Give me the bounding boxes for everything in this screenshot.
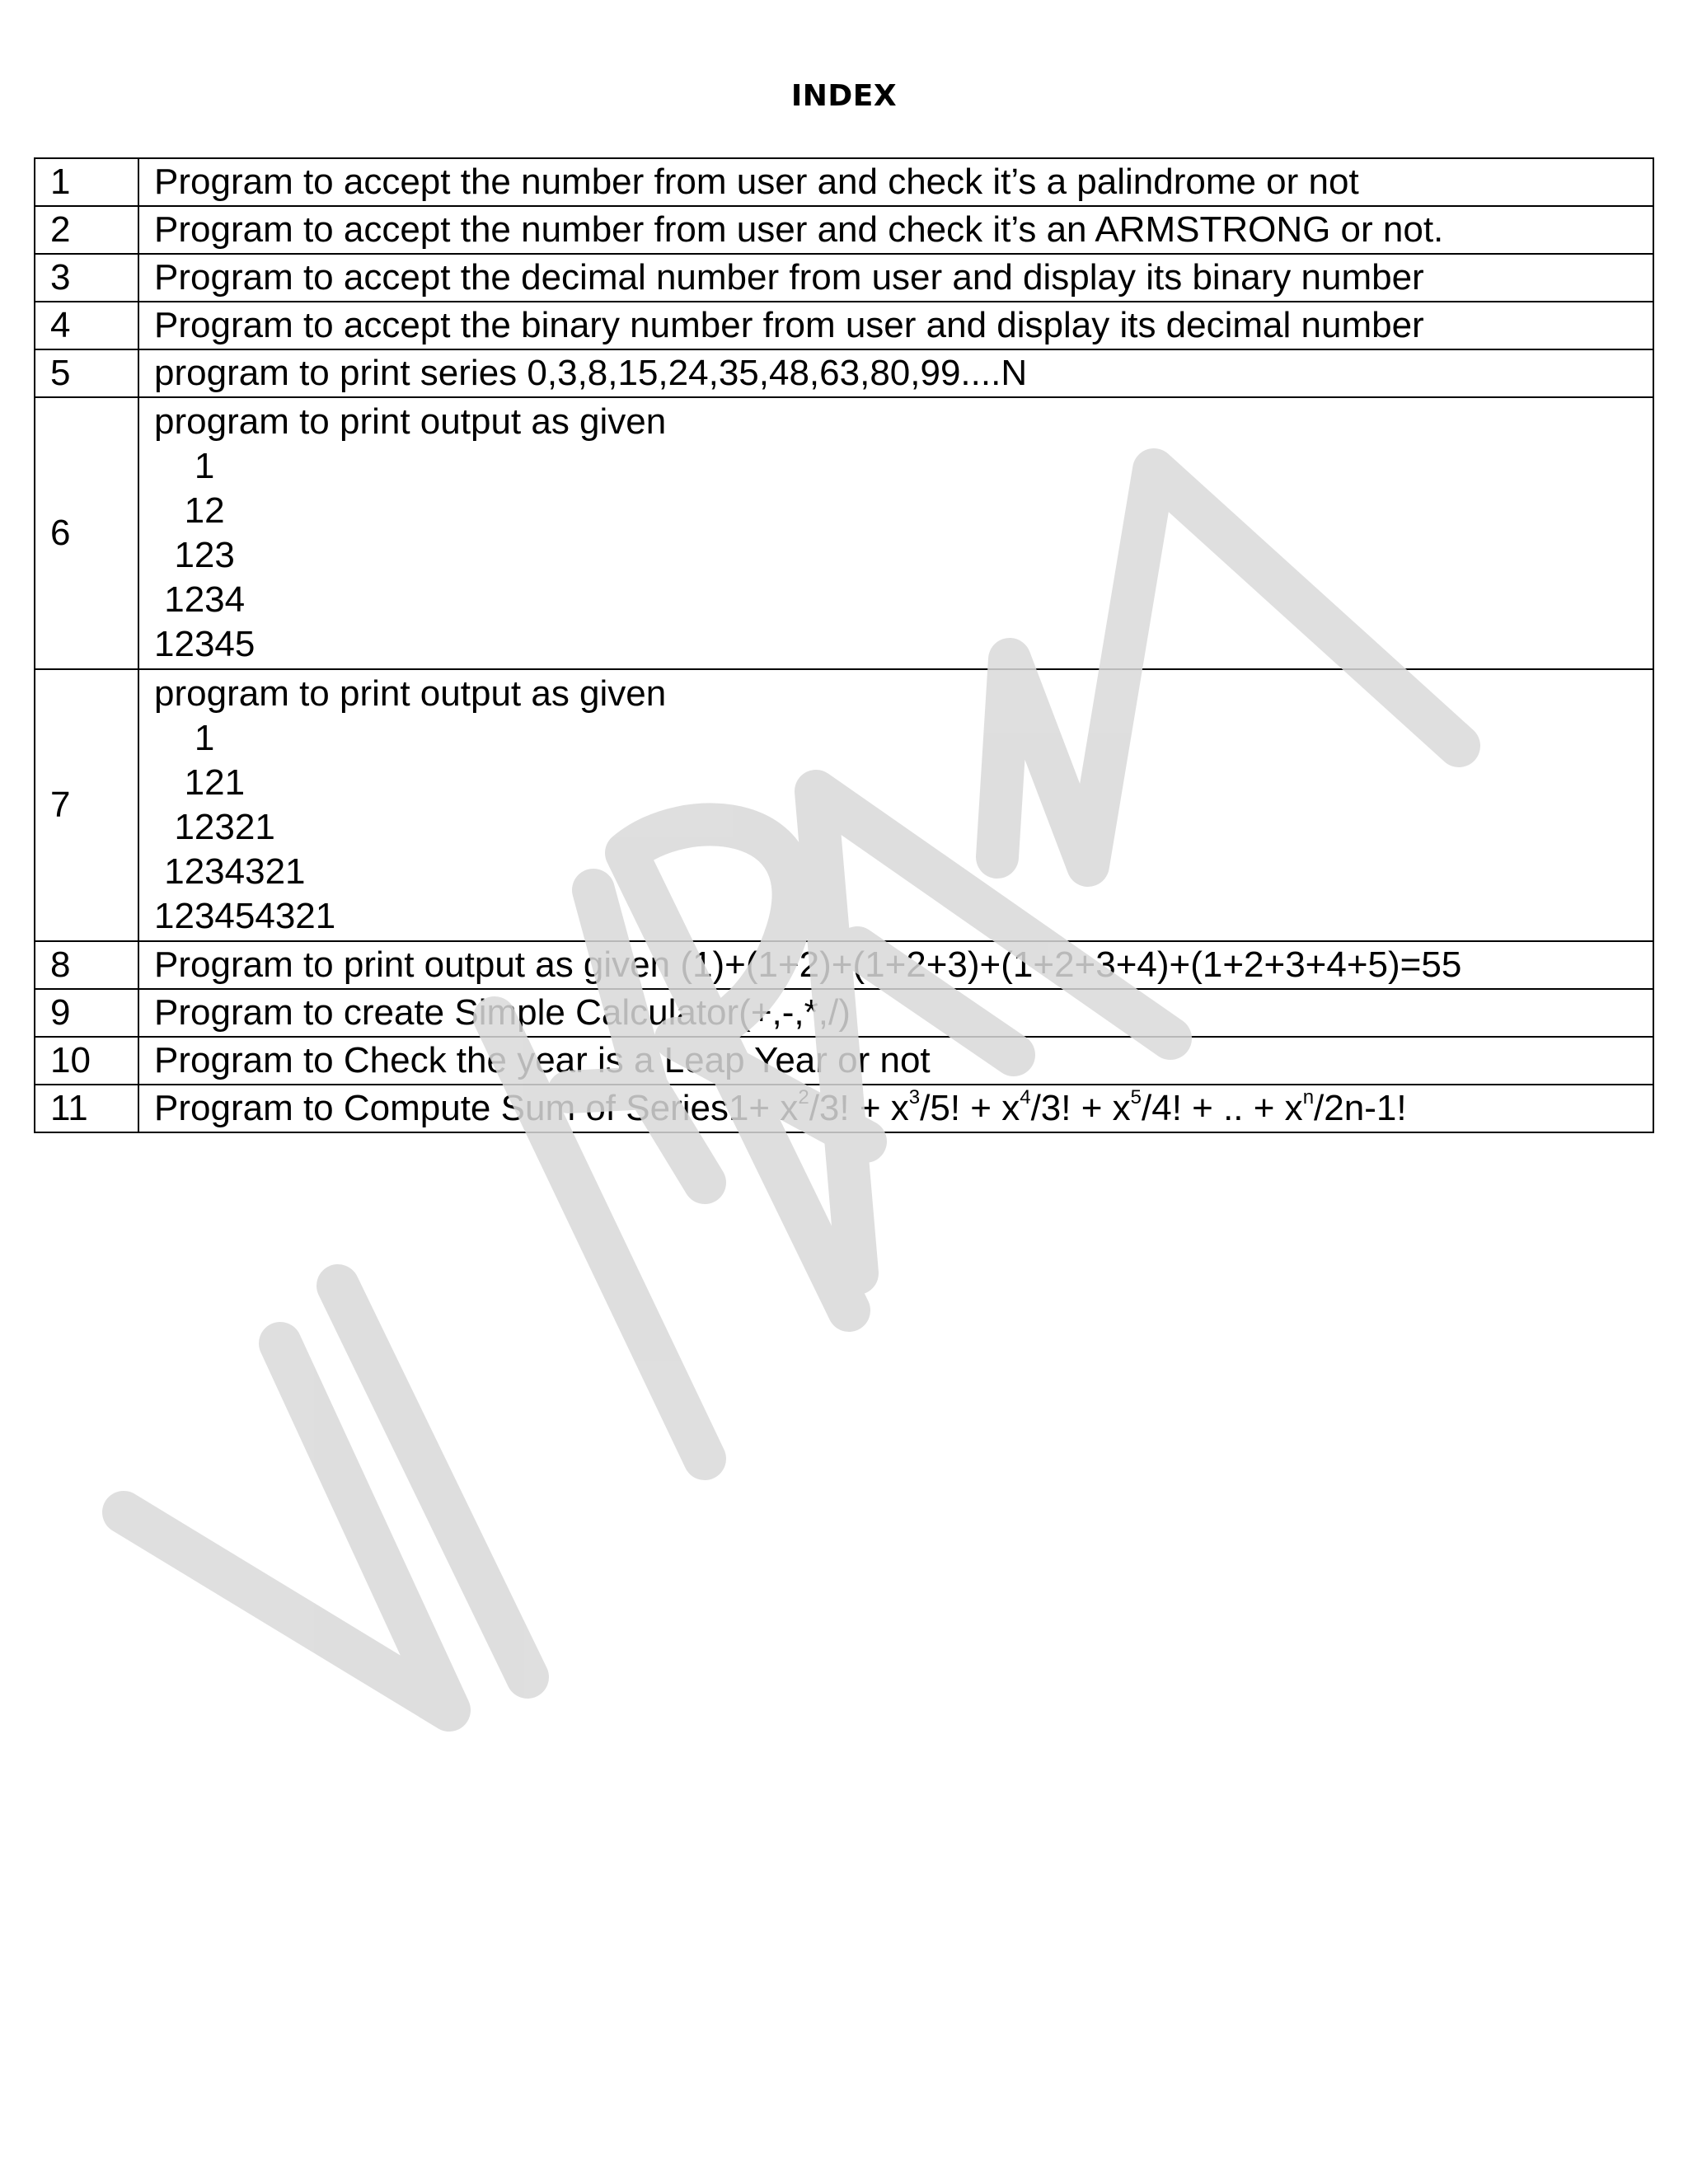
table-row [35, 158, 1653, 206]
superscript: 3 [908, 1086, 921, 1109]
pattern-line: 12345 [154, 624, 256, 664]
row-number: 2 [35, 206, 138, 254]
row-number: 6 [35, 397, 138, 669]
table-row [35, 1085, 1653, 1132]
row-number: 7 [35, 669, 138, 941]
row-number: 1 [35, 158, 138, 206]
watermark-stroke [338, 1286, 528, 1677]
pattern-line: 1 [154, 718, 215, 758]
superscript: 5 [1130, 1086, 1142, 1109]
pattern-line: 1 [154, 446, 215, 486]
row-description [138, 669, 1653, 941]
table-row [35, 397, 1653, 669]
page-title: INDEX [790, 79, 898, 113]
table-row [35, 669, 1653, 941]
row-number: 3 [35, 254, 138, 302]
row-number: 11 [35, 1085, 138, 1132]
table-row [35, 302, 1653, 349]
pattern-line: 1234 [154, 579, 246, 620]
row-number: 9 [35, 989, 138, 1037]
row-number: 4 [35, 302, 138, 349]
row-description: Program to create Simple Calculator(+,-,*,/) [138, 989, 1653, 1037]
series-text: Program to Compute Sum of Series1+ x [154, 1088, 799, 1128]
row-description: Program to Check the year is a Leap Year or not [138, 1037, 1653, 1085]
row-description [138, 1085, 1653, 1132]
series-text: /3! + x [809, 1088, 909, 1128]
pattern-heading: program to print output as given [154, 401, 667, 442]
superscript: 4 [1020, 1086, 1031, 1109]
watermark-stroke [124, 1343, 449, 1710]
series-text: /5! + x [920, 1088, 1020, 1128]
table-row [35, 1037, 1653, 1085]
row-number: 5 [35, 349, 138, 397]
row-number: 8 [35, 941, 138, 989]
table-row [35, 941, 1653, 989]
superscript: 2 [798, 1086, 809, 1109]
row-description [138, 397, 1653, 669]
table-row [35, 349, 1653, 397]
table-row [35, 254, 1653, 302]
row-description: program to print series 0,3,8,15,24,35,48,63,80,99....N [138, 349, 1653, 397]
index-table [34, 157, 1654, 1133]
table-row [35, 206, 1653, 254]
table-row [35, 989, 1653, 1037]
series-text: /4! + .. + x [1142, 1088, 1303, 1128]
series-text: /2n-1! [1314, 1088, 1407, 1128]
superscript: n [1302, 1086, 1315, 1109]
pattern-line: 123454321 [154, 896, 336, 936]
pattern-line: 12 [154, 490, 225, 531]
series-text: /3! + x [1030, 1088, 1131, 1128]
pattern-line: 12321 [154, 807, 275, 847]
pattern-heading: program to print output as given [154, 673, 667, 714]
row-description: Program to accept the decimal number from user and display its binary number [138, 254, 1653, 302]
row-description: Program to accept the binary number from user and display its decimal number [138, 302, 1653, 349]
row-description: Program to accept the number from user and check it’s a palindrome or not [138, 158, 1653, 206]
row-description: Program to print output as given (1)+(1+2)+(1+2+3)+(1+2+3+4)+(1+2+3+4+5)=55 [138, 941, 1653, 989]
pattern-line: 123 [154, 535, 235, 575]
pattern-line: 1234321 [154, 851, 306, 892]
pattern-line: 121 [154, 762, 246, 803]
row-number: 10 [35, 1037, 138, 1085]
row-description: Program to accept the number from user and check it’s an ARMSTRONG or not. [138, 206, 1653, 254]
